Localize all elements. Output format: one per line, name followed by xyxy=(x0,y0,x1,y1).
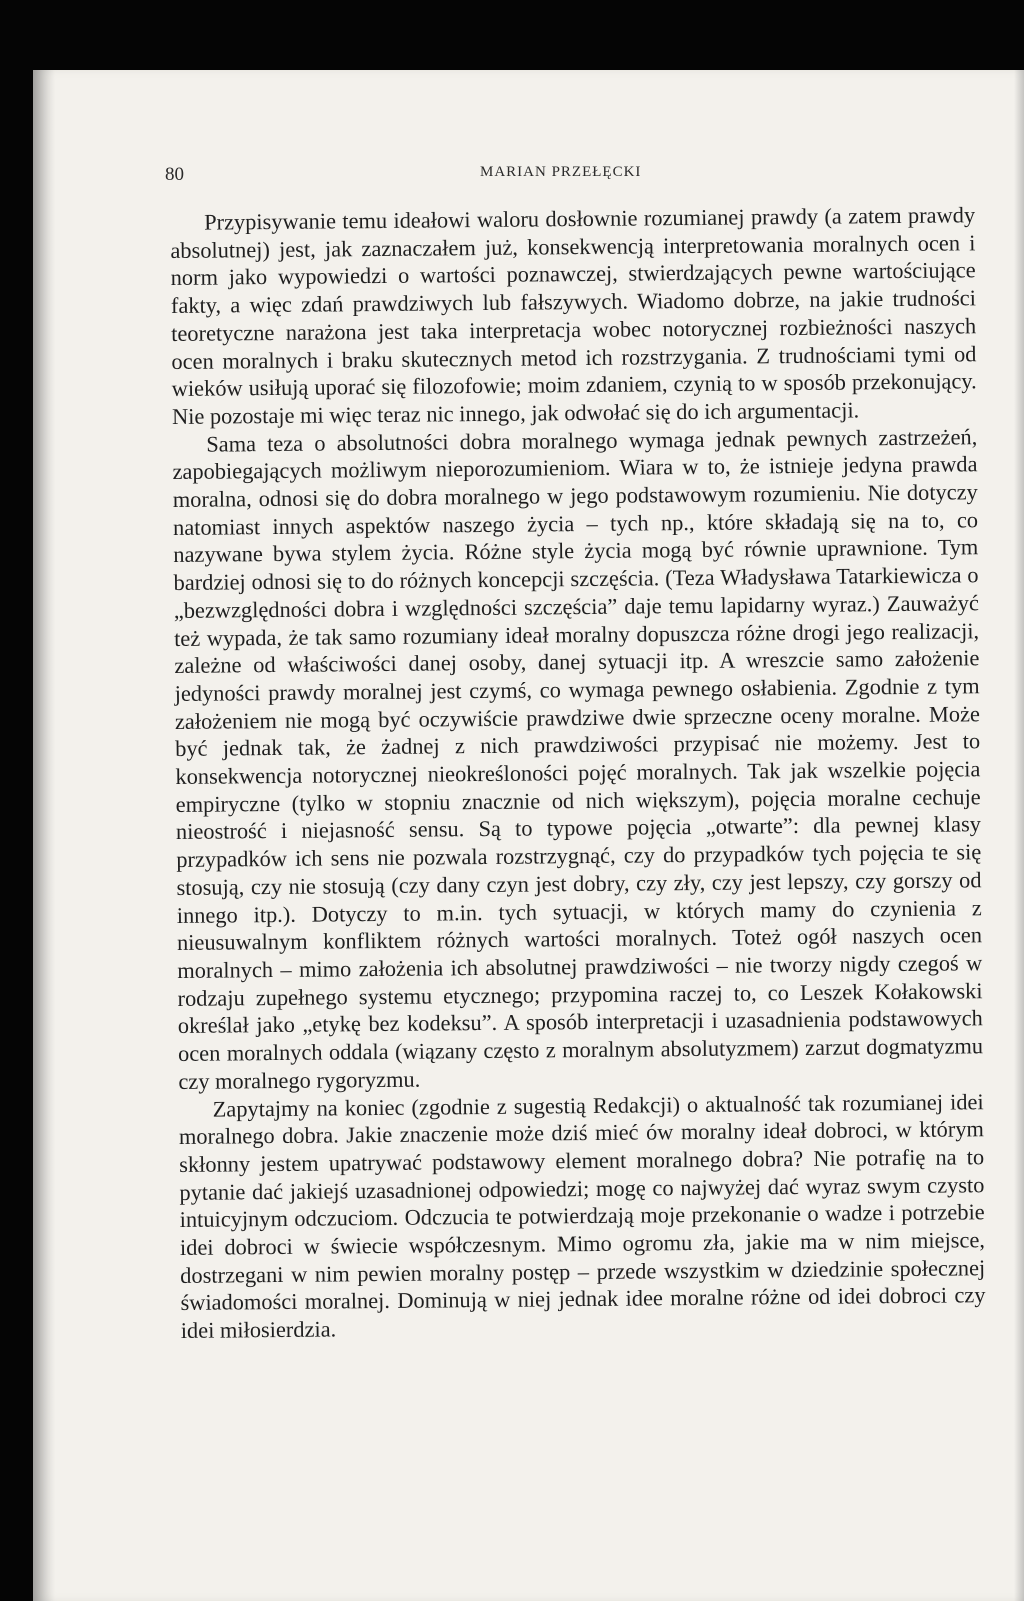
paragraph: Przypisywanie temu ideałowi waloru dosłownie rozumianej prawdy (a zatem prawdy absolutnej) jest, jak zaznaczałem już, konsekwencją interpretowania moralnych ocen i norm jako wypowiedzi o wartości poznawczej, stwierdzających pewne wartościujące fakty, a więc zdań prawdziwych lub fałszywych. Wiadomo dobrze, na jakie trudności teoretyczne narażona jest taka interpretacja wobec notorycznej rozbieżności naszych ocen moralnych i braku skutecznych metod ich rozstrzygania. Z trudnościami tymi od wieków usiłują uporać się filozofowie; moim zdaniem, czynią to w sposób przekonujący. Nie pozostaje mi więc teraz nic innego, jak odwołać się do ich argumentacji. xyxy=(170,202,977,429)
paragraph: Sama teza o absolutności dobra moralnego wymaga jednak pewnych zastrzeżeń, zapobiegających możliwym nieporozumieniom. Wiara w to, że istnieje jedyna prawda moralna, odnosi się do dobra moralnego w jego podstawowym rozumieniu. Nie dotyczy natomiast innych aspektów naszego życia – tych np., które składają się na to, co nazywane bywa stylem życia. Różne style życia mogą być równie uprawnione. Tym bardziej odnosi się to do różnych koncepcji szczęścia. (Teza Władysława Tatarkiewicza o „bezwzględności dobra i względności szczęścia” daje temu lapidarny wyraz.) Zauważyć też wypada, że tak samo rozumiany ideał moralny dopuszcza różne drogi jego realizacji, zależne od właściwości danej osoby, danej sytuacji itp. A wreszcie samo założenie jedyności prawdy moralnej jest czymś, co wymaga pewnego osłabienia. Zgodnie z tym założeniem nie mogą być oczywiście prawdziwe dwie sprzeczne oceny moralne. Może być jednak tak, że żadnej z nich prawdziwości przypisać nie możemy. Jest to konsekwencja notorycznej nieokreśloności pojęć moralnych. Tak jak wszelkie pojęcia empiryczne (tylko w stopniu znacznie od nich większym), pojęcia moralne cechuje nieostrość i niejasność sensu. Są to typowe pojęcia „otwarte”: dla pewnej klasy przypadków ich sens nie pozwala rozstrzygnąć, czy do przypadków tych pojęcia te się stosują, czy nie stosują (czy dany czyn jest dobry, czy zły, czy jest lepszy, czy gorszy od innego itp.). Dotyczy to m.in. tych sytuacji, w których mamy do czynienia z nieusuwalnym konfliktem różnych wartości moralnych. Toteż ogół naszych ocen moralnych – mimo założenia ich absolutnej prawdziwości – nie tworzy nigdy czegoś w rodzaju zupełnego systemu etycznego; przypomina raczej to, co Leszek Kołakowski określał jako „etykę bez kodeksu”. A sposób interpretacji i uzasadnienia podstawowych ocen moralnych oddala (wiązany często z moralnym absolutyzmem) zarzut dogmatyzmu czy moralnego rygoryzmu. xyxy=(172,423,984,1094)
running-header: MARIAN PRZEŁĘCKI xyxy=(480,164,642,180)
page-number: 80 xyxy=(165,164,184,185)
paragraph: Zapytajmy na koniec (zgodnie z sugestią Redakcji) o aktualność tak rozumianej idei moralnego dobra. Jakie znaczenie może dziś mieć ów moralny ideał dobroci, w którym skłonny jestem upatrywać podstawowy element moralnego dobra? Nie potrafię na to pytanie dać jakiejś uzasadnionej odpowiedzi; mogę co najwyżej dać wyraz swym czysto intuicyjnym odczuciom. Odczucia te potwierdzają moje przekonanie o wadze i potrzebie idei dobroci w świecie współczesnym. Mimo ogromu zła, jakie ma w nim miejsce, dostrzegani w nim pewien moralny postęp – przede wszystkim w dziedzinie społecznej świadomości moralnej. Dominują w niej jednak idee moralne różne od idei dobroci czy idei miłosierdzia. xyxy=(178,1088,986,1344)
body-text xyxy=(170,201,986,1345)
